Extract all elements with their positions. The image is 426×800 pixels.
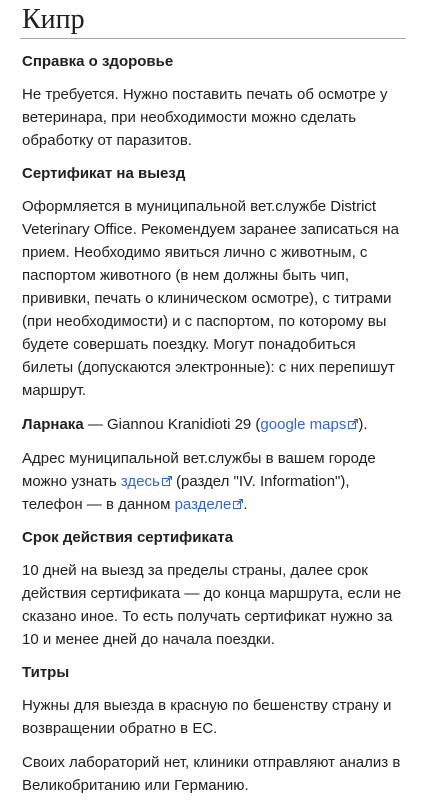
section-heading-validity: Срок действия сертификата [22, 529, 234, 546]
page-title: Кипр [20, 0, 406, 39]
external-link-icon [348, 419, 358, 429]
section-heading-titers: Титры [22, 664, 70, 681]
larnaca-address: — Giannou Kranidioti 29 ( [83, 416, 261, 433]
paragraph-certificate: Оформляется в муниципальной вет.службе District Veterinary Office. Рекомендуем заранее записаться на прием. Необходимо явиться лично с животным, с паспортом животного (в нем должны быть чип, прививки, печать о клиническом осмотре), с титрами (при необходимости) и с паспортом, по которому вы будете совершать поездку. Могут понадобиться билеты (допускаются электронные): с них перепишут маршрут. [22, 198, 399, 399]
google-maps-link-text: google maps [260, 416, 347, 433]
google-maps-link[interactable] [260, 416, 358, 433]
here-link[interactable] [121, 473, 172, 490]
address-text-2: (раздел "IV. Information"), телефон — в данном [22, 473, 350, 513]
section-heading-health: Справка о здоровье [22, 53, 174, 70]
here-link-text: здесь [120, 473, 160, 490]
section-link-text: разделе [174, 496, 232, 513]
external-link-icon [233, 499, 243, 509]
paragraph-titers-2: Своих лабораторий нет, клиники отправляют анализ в Великобританию или Германию. [22, 754, 401, 794]
paragraph-validity: 10 дней на выезд за пределы страны, далее срок действия сертификата — до конца маршрута, если не сказано иное. То есть получать сертификат нужно за 10 и менее дней до начала поездки. [22, 562, 402, 648]
address-text-3: . [243, 496, 248, 513]
address-text-1: Адрес муниципальной вет.службы в вашем городе можно узнать [22, 450, 376, 490]
paragraph-larnaca [22, 413, 406, 436]
section-heading-certificate: Сертификат на выезд [22, 165, 186, 182]
paragraph-health: Не требуется. Нужно поставить печать об осмотре у ветеринара, при необходимости можно сделать обработку от паразитов. [22, 86, 388, 149]
larnaca-label: Ларнака [22, 416, 84, 433]
external-link-icon [162, 476, 172, 486]
paragraph-titers-1: Нужны для выезда в красную по бешенству страну и возвращении обратно в ЕС. [22, 697, 392, 737]
section-link[interactable] [175, 496, 244, 513]
paragraph-address [22, 447, 406, 516]
larnaca-close: ). [358, 416, 368, 433]
